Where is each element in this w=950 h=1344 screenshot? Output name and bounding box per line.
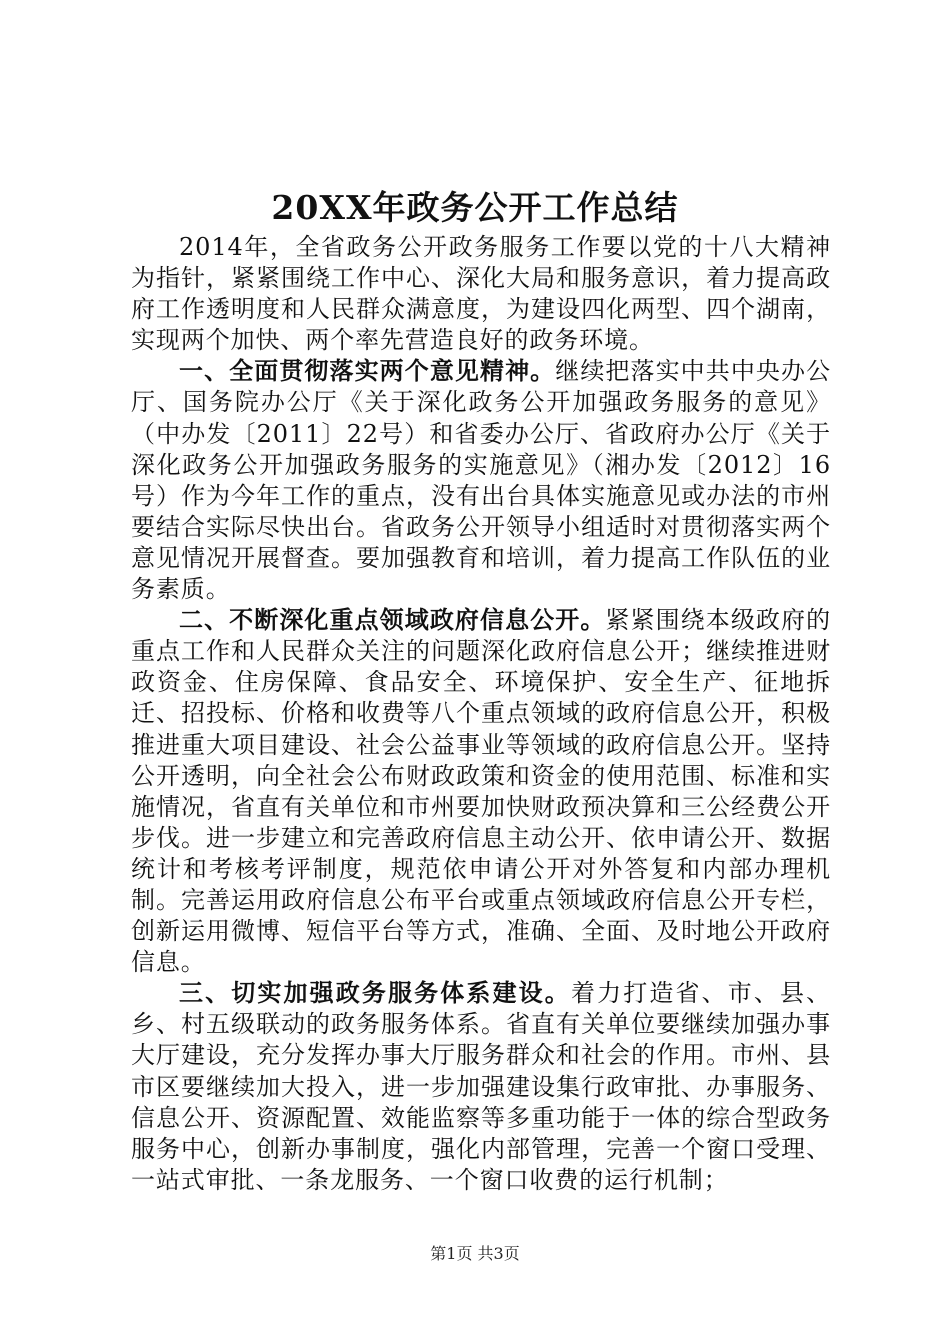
paragraph-text: 2014年，全省政务公开政务服务工作要以党的十八大精神为指针，紧紧围绕工作中心、深化大局和服务意识，着力提高政府工作透明度和人民群众满意度，为建设四化两型、四个湖南，实现两个加快、两个率先营造良好的政务环境。 [131, 233, 831, 355]
paragraph-text: 继续把落实中共中央办公厅、国务院办公厅《关于深化政务公开加强政务服务的意见》（中办发〔2011〕22号）和省委办公厅、省政府办公厅《关于深化政务公开加强政务服务的实施意见》（湘办发〔2012〕16号）作为今年工作的重点，没有出台具体实施意见或办法的市州要结合实际尽快出台。省政务公开领导小组适时对贯彻落实两个意见情况开展督查。要加强教育和培训，着力提高工作队伍的业务素质。 [131, 357, 832, 604]
section-heading: 一、全面贯彻落实两个意见精神。 [179, 357, 556, 386]
document-title: 20XX年政务公开工作总结 [271, 188, 679, 227]
document-body [131, 232, 831, 1196]
paragraph-section-2 [131, 605, 831, 978]
page-footer: 第1页 共3页 [430, 1244, 520, 1263]
paragraph-section-1 [131, 356, 831, 605]
paragraph-text: 紧紧围绕本级政府的重点工作和人民群众关注的问题深化政府信息公开；继续推进财政资金、住房保障、食品安全、环境保护、安全生产、征地拆迁、招投标、价格和收费等八个重点领域的政府信息公开，积极推进重大项目建设、社会公益事业等领域的政府信息公开。坚持公开透明，向全社会公布财政政策和资金的使用范围、标准和实施情况，省直有关单位和市州要加快财政预决算和三公经费公开步伐。进一步建立和完善政府信息主动公开、依申请公开、数据统计和考核考评制度，规范依申请公开对外答复和内部办理机制。完善运用政府信息公布平台或重点领域政府信息公开专栏，创新运用微博、短信平台等方式，准确、全面、及时地公开政府信息。 [131, 606, 831, 977]
paragraph-text: 着力打造省、市、县、乡、村五级联动的政务服务体系。省直有关单位要继续加强办事大厅建设，充分发挥办事大厅服务群众和社会的作用。市州、县市区要继续加大投入，进一步加强建设集行政审批、办事服务、信息公开、资源配置、效能监察等多重功能于一体的综合型政务服务中心，创新办事制度，强化内部管理，完善一个窗口受理、一站式审批、一条龙服务、一个窗口收费的运行机制； [131, 979, 831, 1194]
paragraph-intro [131, 232, 831, 356]
section-heading: 二、不断深化重点领域政府信息公开。 [179, 606, 606, 635]
section-heading: 三、切实加强政务服务体系建设。 [179, 979, 571, 1008]
paragraph-section-3 [131, 978, 831, 1196]
